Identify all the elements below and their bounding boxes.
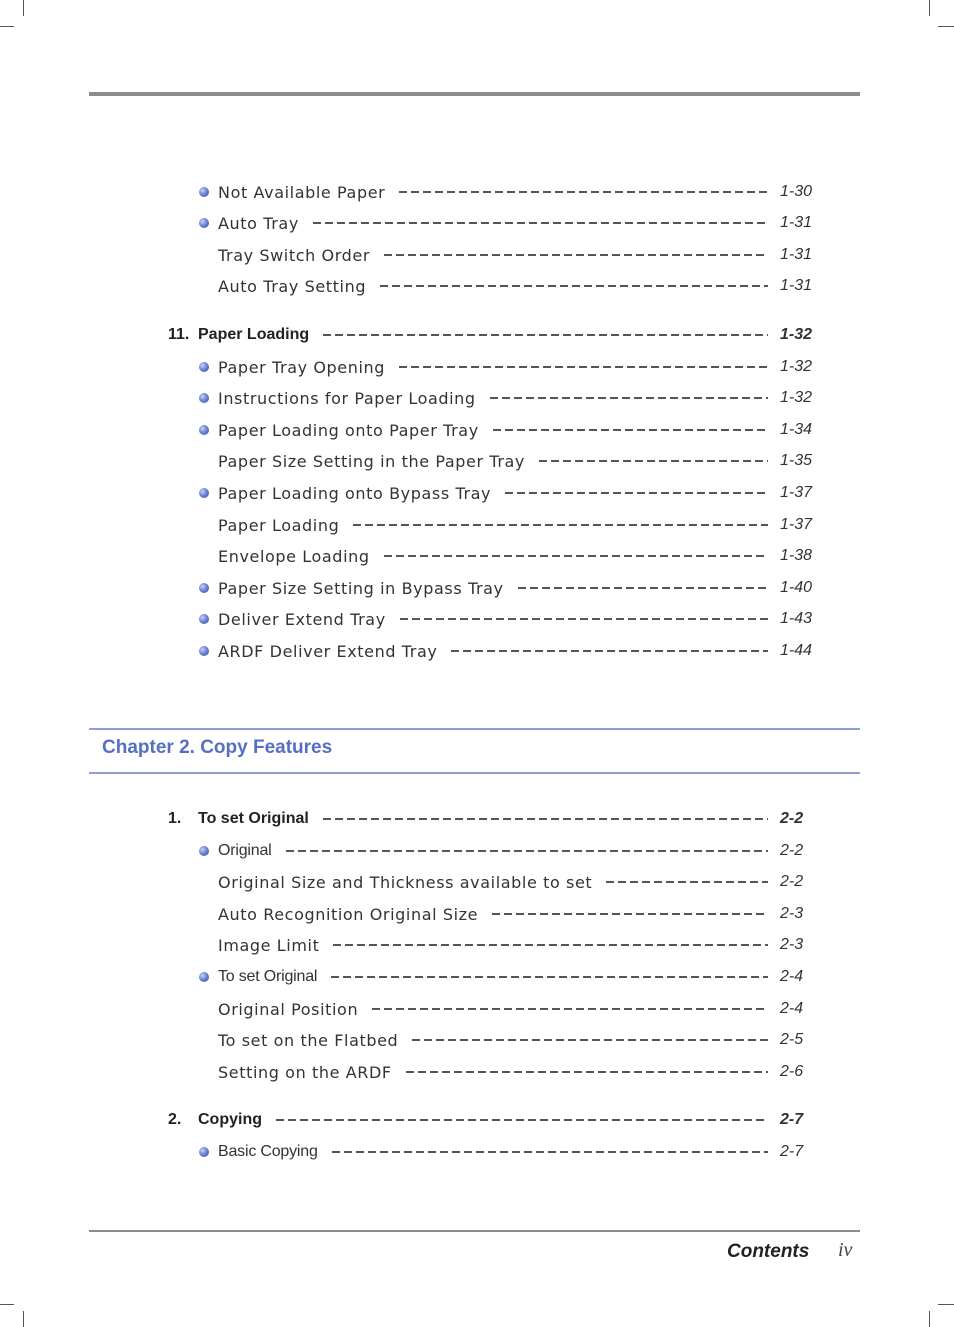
crop-mark [23,0,24,16]
toc-page-number: 2-5 [780,1031,804,1048]
dot-leader [313,222,768,224]
toc-entry-title: Paper Tray Opening [218,357,386,377]
dot-leader [353,524,768,526]
dot-leader [333,944,768,946]
bullet-icon [199,646,209,656]
toc-page-number: 2-2 [780,842,804,859]
section-number: 11. [168,326,190,343]
toc-entry-title: Deliver Extend Tray [218,609,386,629]
toc-entry-title: Not Available Paper [218,182,386,202]
toc-section-title: Paper Loading [198,326,310,343]
dot-leader [406,1071,768,1073]
toc-entry[interactable] [168,1028,814,1052]
toc-entry[interactable] [168,180,814,204]
toc-page-number: 2-2 [780,810,804,827]
toc-page-number: 1-40 [780,579,813,596]
dot-leader [384,254,768,256]
toc-entry[interactable] [168,418,814,442]
toc-entry-title: Auto Tray [218,213,299,233]
dot-leader [331,976,768,978]
dot-leader [332,1151,768,1153]
toc-entry[interactable] [168,513,814,537]
dot-leader [399,191,768,193]
toc-page-number: 1-34 [780,421,813,438]
toc-entry[interactable] [168,839,814,863]
dot-leader [276,1119,768,1121]
toc-entry[interactable] [168,607,814,631]
dot-leader [384,555,768,557]
toc-entry[interactable] [168,355,814,379]
crop-mark [938,1304,954,1305]
dot-leader [493,429,768,431]
toc-page-number: 1-31 [780,246,813,263]
toc-entry[interactable] [168,902,814,926]
toc-entry[interactable] [168,965,814,989]
dot-leader [451,650,768,652]
dot-leader [606,881,768,883]
toc-entry-title: Paper Loading onto Bypass Tray [218,483,492,503]
toc-entry-title: Envelope Loading [218,546,370,566]
toc-entry-title: Instructions for Paper Loading [218,388,476,408]
dot-leader [323,334,768,336]
toc-entry-title: Paper Loading onto Paper Tray [218,420,479,440]
toc-entry-title: Paper Size Setting in Bypass Tray [218,578,504,598]
dot-leader [380,285,768,287]
dot-leader [400,618,768,620]
bullet-icon [199,425,209,435]
toc-entry[interactable] [168,576,814,600]
chapter-title[interactable]: Chapter 2. Copy Features [102,737,333,758]
toc-entry-title: Original Position [218,999,359,1019]
toc-entry[interactable] [168,544,814,568]
toc-entry[interactable] [168,1060,814,1084]
toc-page-number: 1-43 [780,610,813,627]
section-number: 2. [168,1111,182,1128]
toc-page-number: 2-6 [780,1063,804,1080]
toc-page-number: 1-32 [780,389,813,406]
toc-entry-title: Basic Copying [218,1143,318,1160]
toc-entry-title: Image Limit [218,935,320,955]
toc-entry[interactable] [168,639,814,663]
crop-mark [929,1311,930,1327]
toc-entry[interactable] [168,211,814,235]
bullet-icon [199,218,209,228]
toc-page-number: 1-38 [780,547,813,564]
dot-leader [412,1039,768,1041]
toc-entry-title: Paper Size Setting in the Paper Tray [218,451,525,471]
toc-page-number: 2-3 [780,905,804,922]
toc-page-number: 1-35 [780,452,813,469]
toc-page-number: 1-30 [780,183,813,200]
chapter-rule-bottom [89,772,860,774]
toc-entry-title: ARDF Deliver Extend Tray [218,641,438,661]
toc-page-number: 2-3 [780,936,804,953]
toc-page-number: 1-31 [780,214,813,231]
crop-mark [0,26,14,27]
footer-label: Contents [727,1241,810,1262]
toc-entry[interactable] [168,243,814,267]
dot-leader [399,366,768,368]
toc-entry[interactable] [168,1140,814,1164]
dot-leader [372,1008,768,1010]
crop-mark [938,26,954,27]
toc-page-number: 2-2 [780,873,804,890]
toc-page-number: 1-37 [780,484,813,501]
dot-leader [492,913,768,915]
crop-mark [0,1304,14,1305]
toc-entry[interactable] [168,997,814,1021]
toc-section-title: To set Original [198,810,309,827]
toc-page-number: 1-44 [780,642,813,659]
bullet-icon [199,972,209,982]
toc-entry[interactable] [168,449,814,473]
toc-entry[interactable] [168,274,814,298]
toc-page-number: 2-4 [780,968,804,985]
toc-page-number: 1-32 [780,358,813,375]
toc-section-heading[interactable] [168,1108,814,1132]
toc-entry[interactable] [168,481,814,505]
toc-entry-title: Tray Switch Order [218,245,371,265]
bullet-icon [199,362,209,372]
header-rule [89,92,860,96]
bullet-icon [199,846,209,856]
toc-page-number: 2-7 [780,1143,804,1160]
dot-leader [323,818,768,820]
toc-entry-title: Paper Loading [218,515,340,535]
toc-page-number: 1-32 [780,326,813,343]
toc-entry-title: Original [218,842,272,859]
toc-entry-title: Auto Recognition Original Size [218,904,479,924]
bullet-icon [199,488,209,498]
toc-entry[interactable] [168,386,814,410]
dot-leader [490,397,768,399]
toc-page-number: 1-37 [780,516,813,533]
toc-entry-title: To set on the Flatbed [218,1030,399,1050]
footer-rule [89,1230,860,1232]
toc-entry-title: To set Original [218,968,318,985]
toc-entry-title: Auto Tray Setting [218,276,367,296]
toc-section-title: Copying [198,1111,262,1128]
toc-page-number: 2-4 [780,1000,804,1017]
dot-leader [286,850,768,852]
bullet-icon [199,1147,209,1157]
dot-leader [518,587,768,589]
bullet-icon [199,187,209,197]
toc-entry[interactable] [168,933,814,957]
crop-mark [929,0,930,16]
bullet-icon [199,393,209,403]
toc-section-heading[interactable] [168,807,814,831]
footer-page-number: iv [838,1239,853,1261]
bullet-icon [199,614,209,624]
toc-page-number: 2-7 [780,1111,804,1128]
section-number: 1. [168,810,182,827]
bullet-icon [199,583,209,593]
crop-mark [23,1311,24,1327]
toc-page-number: 1-31 [780,277,813,294]
dot-leader [539,460,768,462]
dot-leader [505,492,768,494]
toc-section-heading[interactable] [168,323,814,347]
toc-entry-title: Setting on the ARDF [218,1062,392,1082]
chapter-rule-top [89,728,860,730]
toc-entry-title: Original Size and Thickness available to set [218,872,593,892]
toc-entry[interactable] [168,870,814,894]
